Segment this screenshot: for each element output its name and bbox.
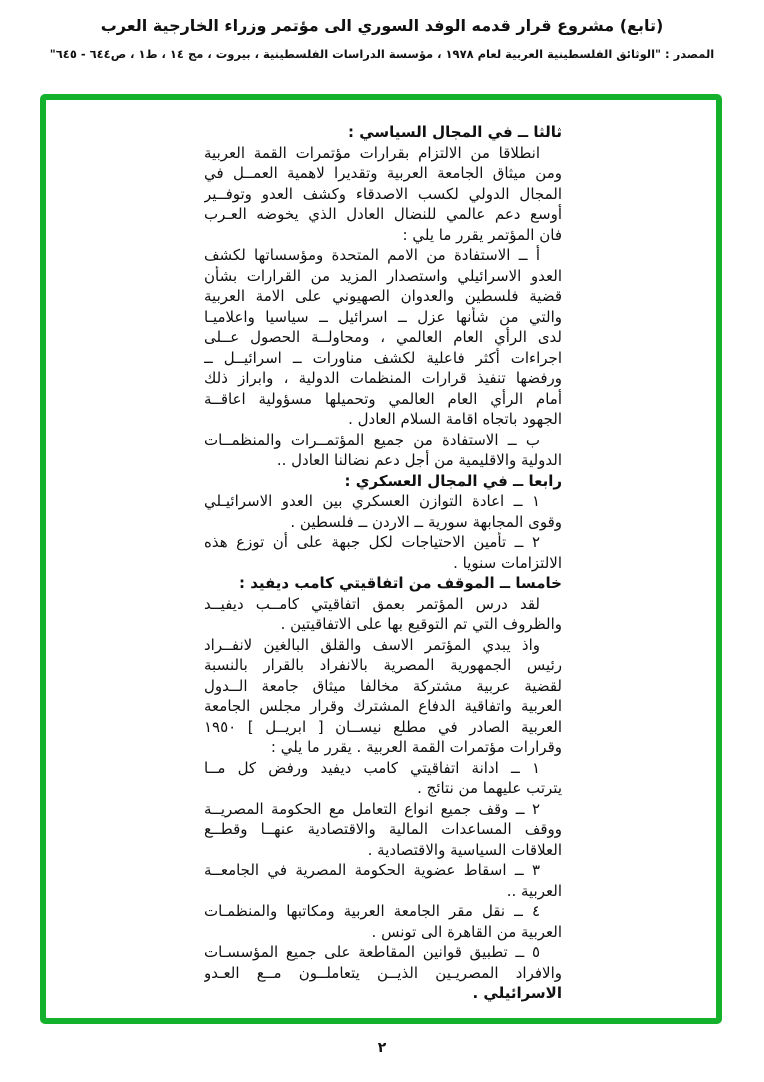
- text-line: قضية فلسطين والعدوان الصهيوني على الامة العربية: [204, 287, 562, 305]
- text-line: ٣ ــ اسقاط عضوية الحكومة المصرية في الجامعــة: [204, 861, 540, 879]
- text-line: العربية ..: [506, 881, 562, 900]
- text-line: يترتب عليهما من نتائج .: [417, 779, 562, 797]
- text-line: لقضية عربية مشتركة مخالفا ميثاق جامعة الــدول: [204, 676, 562, 695]
- page-number: ٢: [377, 1040, 387, 1056]
- text-line: العربية واتفاقية الدفاع المشترك وقرار مجلس الجامعة: [204, 697, 562, 715]
- text-line: اجراءات أكثر فاعلية لكشف مناورات ــ اسرائيــل ــ: [204, 348, 562, 367]
- text-line: رئيس الجمهورية المصرية بالانفراد بالقرار بالنسبة: [204, 656, 562, 674]
- page-header: [0, 16, 764, 61]
- text-line: المجال الدولي لكسب الاصدقاء وكشف العدو وتوفــير: [204, 184, 562, 203]
- text-line: لقد درس المؤتمر بعمق اتفاقيتي كامــب ديفيــد: [204, 594, 540, 613]
- text-line: ٤ ــ نقل مقر الجامعة العربية ومكاتبها والمنظمـات: [204, 902, 540, 920]
- text-line: وقوى المجابهة سورية ــ الاردن ــ فلسطين .: [290, 512, 562, 531]
- text-line: ب ــ الاستفادة من جميع المؤتمــرات والمنظمــات: [204, 430, 540, 449]
- text-line: ٢ ــ وقف جميع انواع التعامل مع الحكومة المصريــة: [204, 799, 540, 818]
- text-line: لدى الرأي العام العالمي ، ومحاولــة الحصول عــلى: [204, 328, 562, 346]
- text-line: الدولية والاقليمية من أجل دعم نضالنا العادل ..: [276, 451, 562, 469]
- text-line: والتي من شأنها عزل ــ اسرائيل ــ سياسيا واعلاميـا: [204, 307, 562, 326]
- text-line: ورفضها تنفيذ قرارات المنظمات الدولية ، وابراز ذلك: [204, 369, 562, 387]
- text-line: واذ يبدي المؤتمر الاسف والقلق البالغين لانفــراد: [204, 635, 540, 654]
- section-heading-line: الاسرائيلي .: [472, 984, 562, 1002]
- text-line: ٢ ــ تأمين الاحتياجات لكل جبهة على أن توزع هذه: [204, 533, 540, 551]
- text-line: ووقف المساعدات المالية والاقتصادية عنهــا وقطــع: [204, 820, 562, 838]
- text-line: العدو الاسرائيلي واستصدار المزيد من القرارات بشأن: [204, 266, 562, 285]
- section-heading-line: ثالثا ــ في المجال السياسي :: [347, 123, 562, 141]
- section-heading-line: خامسا ــ الموقف من اتفاقيتي كامب ديفيد :: [238, 574, 562, 592]
- text-line: الالتزامات سنويا .: [453, 553, 562, 572]
- text-line: ومن ميثاق الجامعة العربية وتقديرا لاهمية العمــل في: [204, 164, 562, 182]
- section-heading-line: رابعا ــ في المجال العسكري :: [344, 471, 562, 490]
- text-line: ١ ــ اعادة التوازن العسكري بين العدو الاسرائيـلي: [204, 492, 540, 510]
- text-line: فان المؤتمر يقرر ما يلي :: [402, 225, 562, 244]
- text-line: أ ــ الاستفادة من الامم المتحدة ومؤسساتها لكشف: [204, 246, 540, 264]
- text-line: الجهود باتجاه اقامة السلام العادل .: [348, 410, 562, 428]
- text-line: وقرارات مؤتمرات القمة العربية . يقرر ما يلي :: [270, 738, 562, 756]
- text-line: ١ ــ ادانة اتفاقيتي كامب ديفيد ورفض كل مــا: [204, 758, 540, 777]
- text-line: أوسع دعم عالمي للنضال العادل الذي يخوضه العـرب: [204, 205, 562, 223]
- text-line: ٥ ــ تطبيق قوانين المقاطعة على جميع المؤسسـات: [204, 943, 540, 961]
- text-line: والظروف التي تم التوقيع بها على الاتفاقيتين .: [280, 615, 562, 633]
- text-line: أمام الرأي العام العالمي وتحميلها مسؤولية اعاقــة: [204, 389, 562, 408]
- text-line: انطلاقا من الالتزام بقرارات مؤتمرات القمة العربية: [204, 143, 540, 162]
- document-title: (تابع) مشروع قرار قدمه الوفد السوري الى مؤتمر وزراء الخارجية العرب: [100, 16, 664, 35]
- text-line: العلاقات السياسية والاقتصادية .: [367, 840, 562, 859]
- document-source: المصدر : "الوثائق الفلسطينية العربية لعام ١٩٧٨ ، مؤسسة الدراسات الفلسطينية ، بيروت ، مج ١٤ ، ط١ ، ص٦٤٤ - ٦٤٥": [49, 47, 715, 61]
- text-line: العربية من القاهرة الى تونس .: [371, 922, 562, 941]
- text-line: العربية الصادر في مطلع نيســان [ ابريــل ] ١٩٥٠: [204, 717, 562, 736]
- document-body: [204, 122, 562, 1004]
- text-line: والافراد المصريـين الذيــن يتعاملــون مــع العـدو: [204, 963, 562, 982]
